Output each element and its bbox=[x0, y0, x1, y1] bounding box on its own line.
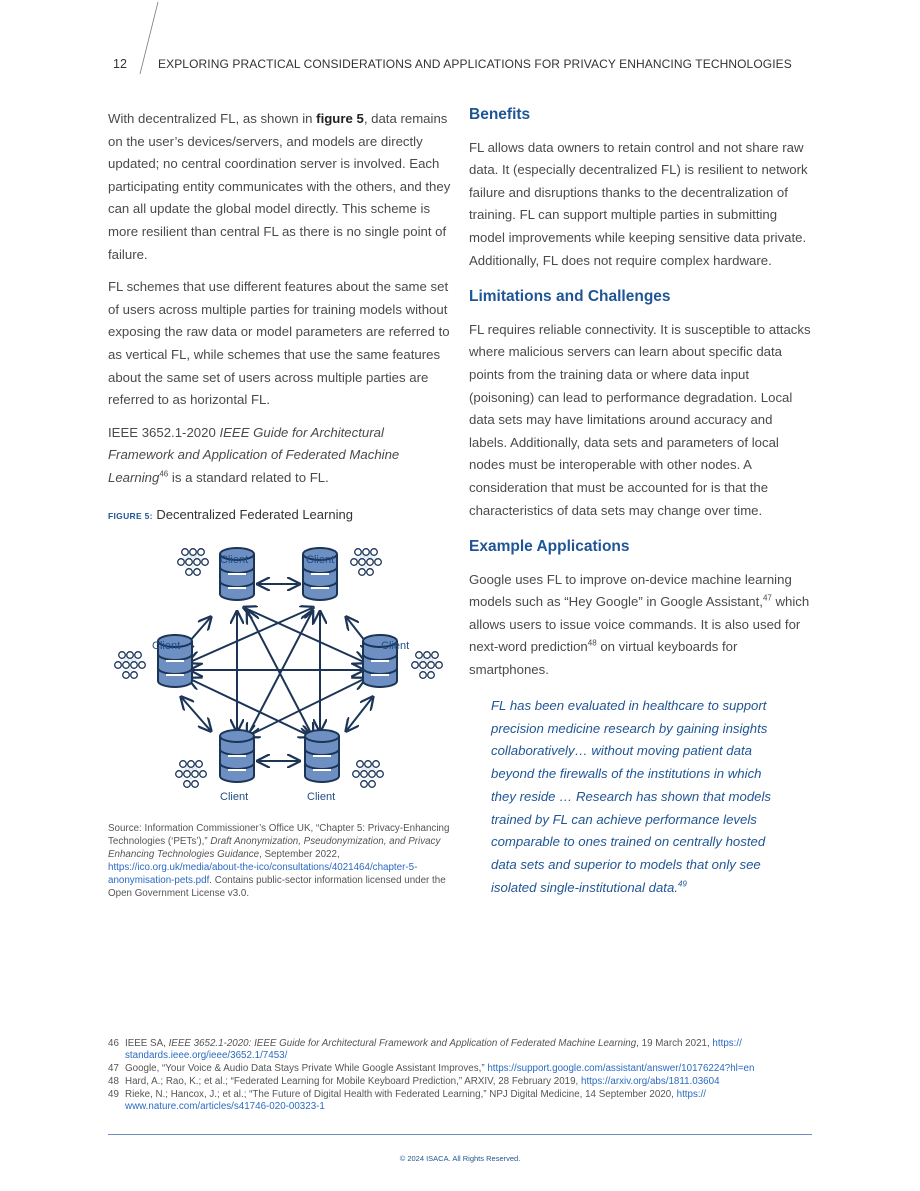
footnote-46-link[interactable]: https:// bbox=[712, 1038, 742, 1049]
figure-source-note: Source: Information Commissioner’s Office UK, “Chapter 5: Privacy-Enhancing Technologies (‘PETs’),” Draft Anonymization, Pseudonymization, and Privacy Enhancing Technologies Guidance, September 2022, https://ico.org.uk/media/about-the-ico/consultations/4021464/chapter-5-anonymisation-pets.pdf. Contains public-sector information licensed under the Open Government License v3.0. bbox=[108, 823, 450, 899]
source-link[interactable]: https://ico.org.uk/media/about-the-ico/consultations/4021464/chapter-5-anonymisation-pets.pdf bbox=[108, 862, 418, 886]
client-node-bottom-left bbox=[176, 730, 254, 803]
paragraph-benefits: FL allows data owners to retain control and not share raw data. It (especially decentralized FL) is resilient to network failure and disruptions thanks to the decentralization of training. FL can support multiple parties in submitting model improvements while keeping sensitive data private. Additionally, FL does not require complex hardware. bbox=[469, 139, 808, 268]
client-label: Client bbox=[220, 554, 249, 566]
client-label: Client bbox=[307, 791, 336, 803]
paragraph-limitations: FL requires reliable connectivity. It is susceptible to attacks where malicious servers can learn about specific data points from the training data or where data input (poisoning) can lead to performance degradation. Local data sets may have limitations around accuracy and labels. Additionally, data sets and parameters of local nodes must be interoperable with other nodes. A consideration that must be accounted for is that the characteristics of data sets may change over time. bbox=[469, 321, 811, 518]
neural-network-icon bbox=[353, 761, 384, 788]
connection-arrows bbox=[182, 584, 372, 761]
client-node-left bbox=[115, 635, 192, 689]
figure-caption bbox=[108, 507, 353, 522]
running-header-title: EXPLORING PRACTICAL CONSIDERATIONS AND APPLICATIONS FOR PRIVACY ENHANCING TECHNOLOGIES bbox=[158, 57, 792, 71]
footnote-ref-48[interactable]: 48 bbox=[587, 639, 597, 649]
paragraph-examples: Google uses FL to improve on-device machine learning models such as “Hey Google” in Google Assistant,$^{47}$ which allows users to issue voice commands. It is also used for next-word prediction$^{48}$ on virtual keyboards for smartphones. bbox=[469, 571, 810, 678]
paragraph-ieee-standard: IEEE 3652.1-2020 IEEE Guide for Architectural Framework and Application of Federated Machine Learning$^{46}$ is a standard related to FL. bbox=[108, 424, 400, 485]
neural-network-icon bbox=[412, 652, 443, 679]
heading-example-applications: Example Applications bbox=[469, 538, 630, 556]
client-node-bottom-right bbox=[305, 730, 383, 803]
footnote-49-link[interactable]: https:// bbox=[676, 1089, 707, 1100]
pull-quote: FL has been evaluated in healthcare to support precision medicine research by gaining insights collaboratively… without moving patient data beyond the firewalls of the institutions in which they reside … Research has shown that models trained by FL can achieve performance levels comparable to ones trained on centrally hosted data sets and superior to models that only see isolated single-institutional data.$^{49}$ bbox=[491, 698, 772, 895]
decentralized-fl-diagram bbox=[100, 538, 450, 813]
figure-label: FIGURE 5: bbox=[108, 511, 153, 521]
neural-network-icon bbox=[115, 652, 146, 679]
footnote-49: 49 Rieke, N.; Hancox, J.; et al.; “The Future of Digital Health with Federated Learning,” NPJ Digital Medicine, 14 September 2020, https:// www.nature.com/articles/s41746-020-00323-1 bbox=[108, 1089, 707, 1113]
footnote-ref-46[interactable]: 46 bbox=[159, 469, 169, 479]
left-column bbox=[108, 108, 453, 500]
footer-divider bbox=[108, 1134, 812, 1135]
figure-title: Decentralized Federated Learning bbox=[156, 507, 353, 522]
heading-limitations: Limitations and Challenges bbox=[469, 288, 671, 306]
neural-network-icon bbox=[351, 549, 382, 576]
heading-benefits: Benefits bbox=[469, 106, 531, 123]
client-label: Client bbox=[220, 791, 249, 803]
footnote-46-link-cont[interactable]: standards.ieee.org/ieee/3652.1/7453/ bbox=[125, 1050, 288, 1062]
client-node-right bbox=[363, 635, 442, 689]
footnote-47-link[interactable]: https://support.google.com/assistant/answer/10176224?hl=en bbox=[487, 1063, 755, 1074]
client-label: Client bbox=[152, 640, 181, 652]
right-column bbox=[469, 104, 814, 692]
figure-reference: figure 5 bbox=[316, 111, 364, 126]
footnote-ref-47[interactable]: 47 bbox=[762, 593, 772, 603]
paragraph-decentralized-fl: With decentralized FL, as shown in figure 5, data remains on the user’s devices/servers, and models are directly updated; no central coordination server is involved. Each participating entity communicates with the others, and they can all update the global model directly. This scheme is more resilient than central FL as there is no single point of failure. bbox=[108, 111, 451, 262]
client-label: Client bbox=[306, 554, 335, 566]
footnote-48-link[interactable]: https://arxiv.org/abs/1811.03604 bbox=[581, 1076, 720, 1087]
paragraph-vertical-horizontal-fl: FL schemes that use different features about the same set of users across multiple parties for training models without exposing the raw data or model parameters are referred to as vertical FL, while schemes that use the same features about the same set of users across multiple parties are referred to as horizontal FL. bbox=[108, 279, 450, 408]
client-node-top-left bbox=[178, 548, 254, 602]
neural-network-icon bbox=[176, 761, 207, 788]
client-node-top-right bbox=[303, 548, 381, 602]
footnote-ref-49[interactable]: 49 bbox=[677, 879, 687, 889]
neural-network-icon bbox=[178, 549, 209, 576]
page-number: 12 bbox=[113, 57, 127, 71]
copyright-notice: © 2024 ISACA. All Rights Reserved. bbox=[399, 1154, 521, 1163]
footnote-48: 48 Hard, A.; Rao, K.; et al.; “Federated Learning for Mobile Keyboard Prediction,” ARXIV, 28 February 2019, https://arxiv.org/abs/1811.03604 bbox=[108, 1076, 720, 1087]
client-label: Client bbox=[381, 640, 410, 652]
footnote-46: 46 IEEE SA, IEEE 3652.1-2020: IEEE Guide for Architectural Framework and Application of Federated Machine Learning, 19 March 2021, https:// standards.ieee.org/ieee/3652.1/7453/ bbox=[108, 1038, 742, 1062]
footnote-47: 47 Google, “Your Voice & Audio Data Stays Private While Google Assistant Improves,” https://support.google.com/assistant/answer/10176224?hl=en bbox=[108, 1063, 755, 1074]
footnote-49-link-cont[interactable]: www.nature.com/articles/s41746-020-00323-1 bbox=[125, 1101, 325, 1113]
